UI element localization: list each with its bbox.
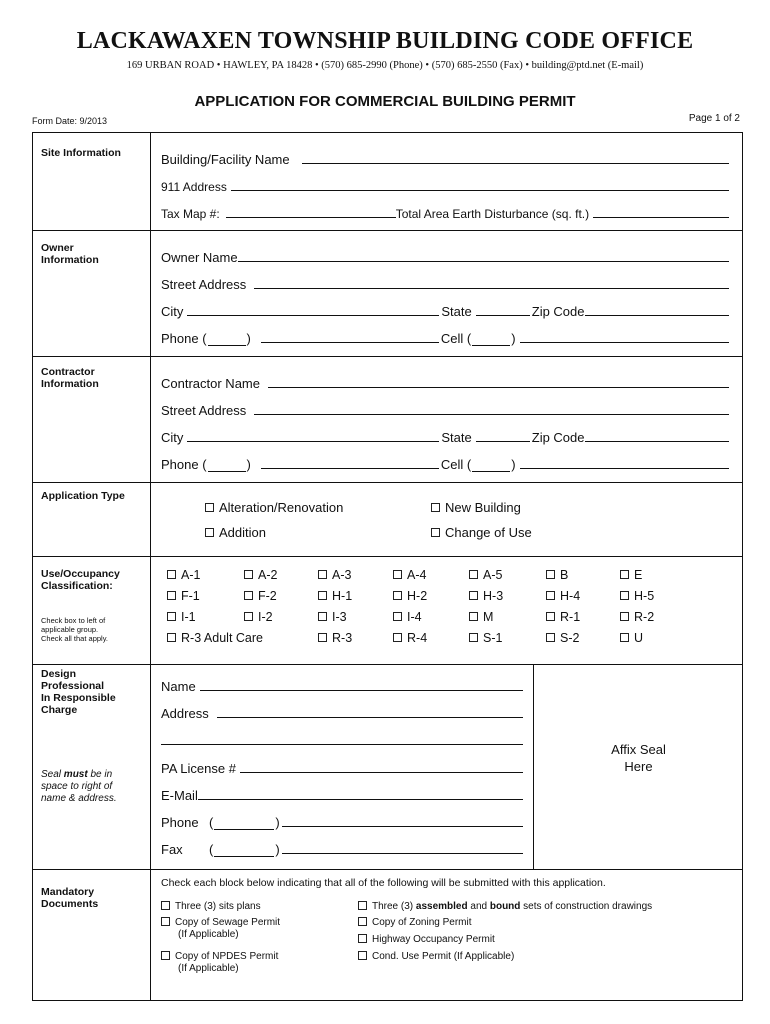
occupancy-m[interactable]: M [469,610,493,624]
doc-sewage-permit[interactable]: Copy of Sewage Permit (If Applicable) [161,917,280,941]
earth-disturbance-field[interactable] [593,217,729,218]
divider [33,556,742,557]
occupancy-u[interactable]: U [620,631,643,645]
form-table [32,132,743,1001]
contractor-cell-field[interactable] [520,468,729,469]
divider [33,482,742,483]
checkbox[interactable] [318,570,327,579]
contractor-phone-field[interactable] [261,468,439,469]
occupancy-r-4[interactable]: R-4 [393,631,427,645]
design-address-field[interactable] [217,717,523,718]
occupancy-r-3-adult-care[interactable]: R-3 Adult Care [167,631,263,645]
design-address-row: Address [161,703,525,721]
occupancy-r-2[interactable]: R-2 [620,610,654,624]
checkbox[interactable] [244,612,253,621]
owner-street-row: Street Address [161,274,731,292]
seal-note: Seal must be in space to right of name & address. [41,769,117,804]
divider [33,230,742,231]
checkbox[interactable] [431,503,440,512]
design-phone-field[interactable] [282,826,523,827]
design-address2-field[interactable] [161,744,523,745]
owner-cell-field[interactable] [520,342,729,343]
design-name-row: Name [161,676,525,694]
checkbox[interactable] [358,951,367,960]
occupancy-i-2[interactable]: I-2 [244,610,273,624]
owner-zip-field[interactable] [585,315,730,316]
checkbox[interactable] [469,633,478,642]
occupancy-r-3[interactable]: R-3 [318,631,352,645]
tax-map-field[interactable] [226,217,396,218]
occupancy-i-1[interactable]: I-1 [167,610,196,624]
form-date: Form Date: 9/2013 [32,116,108,126]
checkbox[interactable] [546,570,555,579]
doc-construction-drawings[interactable]: Three (3) assembled and bound sets of construction drawings [358,901,652,913]
checkbox[interactable] [205,528,214,537]
divider [33,356,742,357]
checkbox[interactable] [393,612,402,621]
form-title: APPLICATION FOR COMMERCIAL BUILDING PERMIT [194,93,576,110]
design-phone-area-field[interactable] [214,817,274,830]
design-license-field[interactable] [240,772,523,773]
divider [33,869,742,870]
page-number: Page 1 of 2 [688,113,740,124]
checkbox[interactable] [318,633,327,642]
checkbox[interactable] [167,570,176,579]
checkbox[interactable] [167,633,176,642]
divider [33,664,742,665]
contractor-city-row: City State Zip Code [161,427,731,445]
checkbox[interactable] [205,503,214,512]
owner-info-label: Owner Information [41,242,99,266]
occupancy-note: Check box to left of applicable group. Check all that apply. [41,616,108,643]
checkbox[interactable] [318,591,327,600]
checkbox[interactable] [244,570,253,579]
contractor-street-row: Street Address [161,400,731,418]
mandatory-docs-label: Mandatory Documents [41,886,99,910]
checkbox[interactable] [546,612,555,621]
doc-cond-use-permit[interactable]: Cond. Use Permit (If Applicable) [358,951,514,963]
app-type-alteration[interactable]: Alteration/Renovation [205,500,343,515]
checkbox[interactable] [318,612,327,621]
checkbox[interactable] [546,633,555,642]
occupancy-h-4[interactable]: H-4 [546,589,580,603]
occupancy-a-1[interactable]: A-1 [167,568,200,582]
occupancy-h-2[interactable]: H-2 [393,589,427,603]
checkbox[interactable] [358,901,367,910]
occupancy-r-1[interactable]: R-1 [546,610,580,624]
owner-name-row: Owner Name [161,247,731,265]
mandatory-instruction: Check each block below indicating that all of the following will be submitted with this application. [161,877,606,889]
owner-area-code-field[interactable] [208,333,246,346]
occupancy-a-4[interactable]: A-4 [393,568,426,582]
occupancy-h-5[interactable]: H-5 [620,589,654,603]
occupancy-a-2[interactable]: A-2 [244,568,277,582]
column-divider [150,133,151,1000]
owner-name-field[interactable] [238,261,729,262]
design-address2-row [161,730,525,748]
occupancy-h-3[interactable]: H-3 [469,589,503,603]
checkbox[interactable] [244,591,253,600]
occupancy-i-4[interactable]: I-4 [393,610,422,624]
checkbox[interactable] [620,570,629,579]
checkbox[interactable] [546,591,555,600]
app-type-label: Application Type [41,490,125,502]
checkbox[interactable] [620,591,629,600]
occupancy-e[interactable]: E [620,568,642,582]
building-name-field[interactable] [302,163,729,164]
occupancy-s-2[interactable]: S-2 [546,631,579,645]
contractor-name-field[interactable] [268,387,729,388]
contractor-name-row: Contractor Name [161,373,731,391]
occupancy-h-1[interactable]: H-1 [318,589,352,603]
checkbox[interactable] [469,612,478,621]
design-fax-field[interactable] [282,853,523,854]
owner-state-field[interactable] [476,315,530,316]
design-email-field[interactable] [198,799,523,800]
app-type-change-of-use[interactable]: Change of Use [431,525,532,540]
owner-phone-row: Phone ( ) Cell ( ) [161,328,731,346]
site-info-label: Site Information [41,147,121,159]
checkbox[interactable] [620,633,629,642]
contractor-city-field[interactable] [187,441,439,442]
design-pro-label: Design Professional In Responsible Charge [41,668,116,716]
owner-phone-field[interactable] [261,342,439,343]
checkbox[interactable] [431,528,440,537]
occupancy-a-5[interactable]: A-5 [469,568,502,582]
checkbox[interactable] [620,612,629,621]
occupancy-f-1[interactable]: F-1 [167,589,200,603]
checkbox[interactable] [393,633,402,642]
contractor-street-field[interactable] [254,414,729,415]
contractor-phone-row: Phone ( ) Cell ( ) [161,454,731,472]
occupancy-label: Use/Occupancy Classification: [41,568,120,592]
contractor-info-label: Contractor Information [41,366,99,390]
checkbox[interactable] [167,591,176,600]
design-phone-row: Phone ( ) [161,812,525,830]
contractor-area-code-field[interactable] [208,459,246,472]
design-fax-row: Fax ( ) [161,839,525,857]
doc-highway-permit[interactable]: Highway Occupancy Permit [358,934,495,946]
contractor-zip-field[interactable] [585,441,730,442]
checkbox[interactable] [393,591,402,600]
occupancy-i-3[interactable]: I-3 [318,610,347,624]
owner-cell-area-field[interactable] [472,333,510,346]
app-type-new-building[interactable]: New Building [431,500,521,515]
checkbox[interactable] [358,917,367,926]
app-type-addition[interactable]: Addition [205,525,266,540]
seal-area[interactable]: Affix Seal Here [611,742,666,774]
owner-city-row: City State Zip Code [161,301,731,319]
doc-zoning-permit[interactable]: Copy of Zoning Permit [358,917,472,929]
address-911-row: 911 Address [161,176,731,194]
design-email-row: E-Mail [161,785,525,803]
contractor-cell-area-field[interactable] [472,459,510,472]
doc-site-plans[interactable]: Three (3) sits plans [161,901,261,913]
checkbox[interactable] [469,570,478,579]
tax-map-row: Tax Map #: Total Area Earth Disturbance (sq. ft.) [161,203,731,221]
checkbox[interactable] [469,591,478,600]
address-911-field[interactable] [231,190,729,191]
office-address: 169 URBAN ROAD • HAWLEY, PA 18428 • (570) 685-2990 (Phone) • (570) 685-2550 (Fax) • building@ptd.net (E-mail) [126,60,644,71]
design-license-row: PA License # [161,758,525,776]
occupancy-a-3[interactable]: A-3 [318,568,351,582]
checkbox[interactable] [161,901,170,910]
office-title: LACKAWAXEN TOWNSHIP BUILDING CODE OFFICE [76,28,694,54]
occupancy-b[interactable]: B [546,568,568,582]
checkbox[interactable] [358,934,367,943]
checkbox[interactable] [393,570,402,579]
checkbox[interactable] [161,951,170,960]
occupancy-s-1[interactable]: S-1 [469,631,502,645]
doc-npdes-permit[interactable]: Copy of NPDES Permit (If Applicable) [161,951,278,975]
building-name-row: Building/Facility Name [161,149,731,167]
design-name-field[interactable] [200,690,523,691]
design-fax-area-field[interactable] [214,844,274,857]
checkbox[interactable] [167,612,176,621]
contractor-state-field[interactable] [476,441,530,442]
checkbox[interactable] [161,917,170,926]
owner-city-field[interactable] [187,315,439,316]
owner-street-field[interactable] [254,288,729,289]
occupancy-f-2[interactable]: F-2 [244,589,277,603]
